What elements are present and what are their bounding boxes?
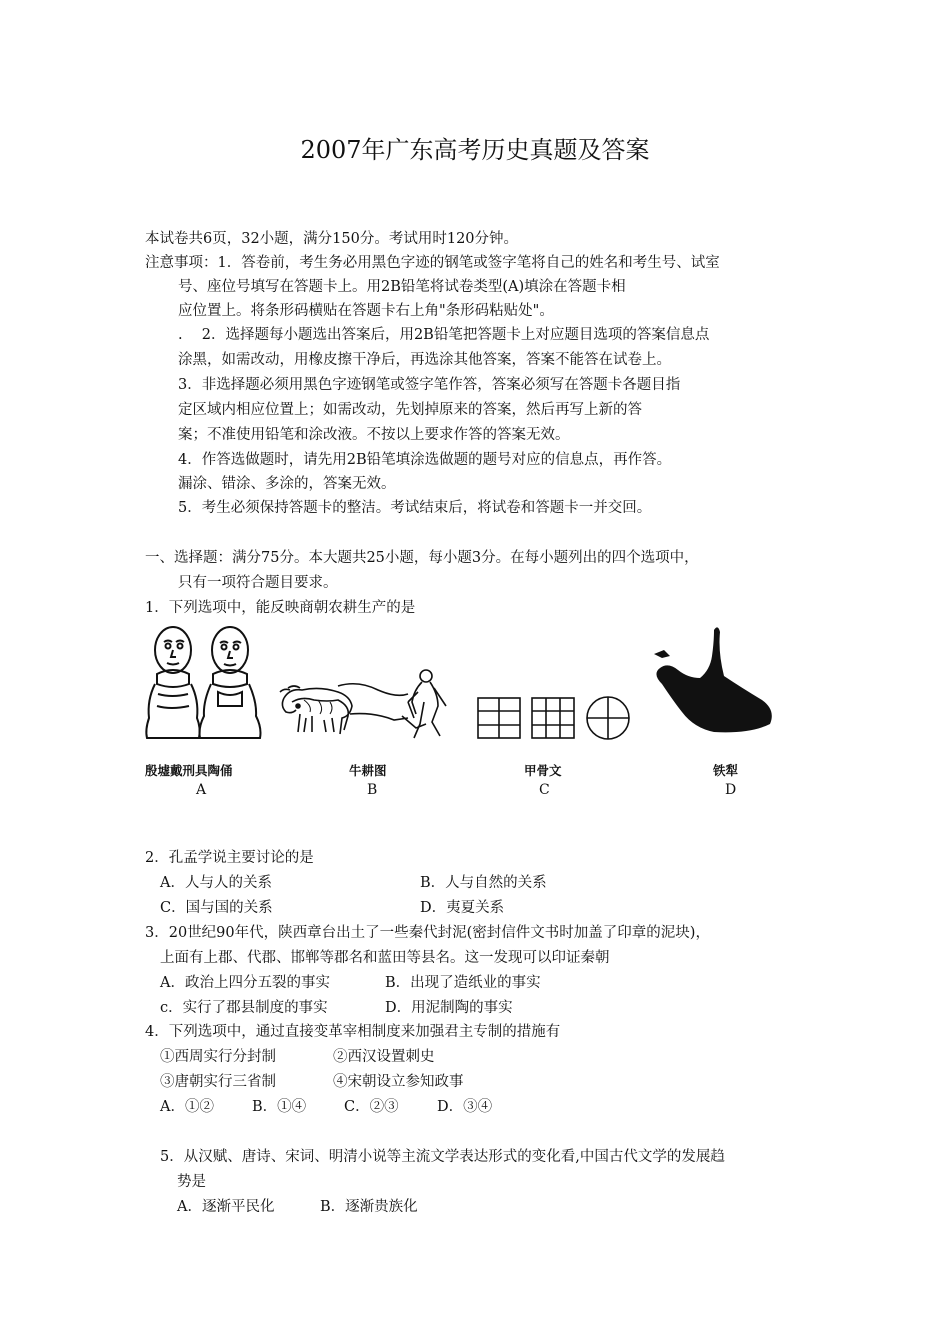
q3-stem-line-1: 3．20世纪90年代，陕西章台出土了一些秦代封泥(密封信件文书时加盖了印章的泥块)， [145,925,710,941]
figure-a-letter: A [196,782,207,798]
q4-option-c: C．②③ [344,1099,399,1115]
section-1-line-2: 只有一项符合题目要求。 [178,575,338,591]
figure-c-letter: C [539,782,550,798]
figure-b-letter: B [367,782,378,798]
q4-item-3: ③唐朝实行三省制 [160,1074,276,1090]
q3-option-c: c．实行了郡县制度的事实 [160,1000,328,1016]
q5-option-a: A．逐渐平民化 [177,1199,275,1215]
note-1-line-3: 应位置上。将条形码横贴在答题卡右上角"条形码粘贴处"。 [178,303,554,319]
q3-option-b: B．出现了造纸业的事实 [385,975,541,991]
note-1-line-2: 号、座位号填写在答题卡上。用2B铅笔将试卷类型(A)填涂在答题卡相 [178,279,626,295]
q3-option-d: D．用泥制陶的事实 [385,1000,513,1016]
q2-option-d: D．夷夏关系 [420,900,505,916]
q5-stem-line-2: 势是 [177,1174,206,1190]
q4-option-b: B．①④ [252,1099,307,1115]
q4-item-2: ②西汉设置刺史 [333,1049,435,1065]
q2-option-a: A．人与人的关系 [160,875,272,891]
note-2-line-2: 涂黑，如需改动，用橡皮擦干净后，再选涂其他答案，答案不能答在试卷上。 [178,352,671,368]
q2-stem: 2．孔孟学说主要讨论的是 [145,850,314,866]
q4-option-d: D．③④ [437,1099,493,1115]
q3-option-a: A．政治上四分五裂的事实 [160,975,330,991]
figure-d-letter: D [725,782,737,798]
intro-text: 本试卷共6页，32小题，满分150分。考试用时120分钟。 [145,231,519,247]
note-4-line-2: 漏涂、错涂、多涂的，答案无效。 [178,476,396,492]
note-3-line-1: 3．非选择题必须用黑色字迹钢笔或签字笔作答，答案必须写在答题卡各题目指 [178,377,681,393]
q4-option-a: A．①② [160,1099,214,1115]
q1-stem: 1．下列选项中，能反映商朝农耕生产的是 [145,600,416,616]
figure-c-caption: 甲骨文 [524,763,562,778]
page-title: 2007年广东高考历史真题及答案 [300,136,650,164]
note-1-line-1: 注意事项：1．答卷前，考生务必用黑色字迹的钢笔或签字笔将自己的姓名和考生号、试室 [145,255,720,271]
q2-option-c: C．国与国的关系 [160,900,273,916]
q3-stem-line-2: 上面有上郡、代郡、邯郸等郡名和蓝田等县名。这一发现可以印证秦朝 [160,950,610,966]
q4-stem: 4．下列选项中，通过直接变革宰相制度来加强君主专制的措施有 [145,1024,561,1040]
q4-item-1: ①西周实行分封制 [160,1049,276,1065]
figure-a-caption: 殷墟戴刑具陶俑 [145,763,233,778]
clay-figurines-image [140,622,270,744]
iron-plow-image [650,624,780,736]
note-3-line-3: 案；不准使用铅笔和涂改液。不按以上要求作答的答案无效。 [178,427,570,443]
section-1-line-1: 一、选择题：满分75分。本大题共25小题，每小题3分。在每小题列出的四个选项中， [145,550,699,566]
ox-plowing-image [278,662,456,744]
note-5-line-1: 5．考生必须保持答题卡的整洁。考试结束后，将试卷和答题卡一并交回。 [178,500,652,516]
q2-option-b: B．人与自然的关系 [420,875,547,891]
note-2-line-1: . 2．选择题每小题选出答案后，用2B铅笔把答题卡上对应题目选项的答案信息点 [178,327,710,343]
q5-stem-line-1: 5．从汉赋、唐诗、宋词、明清小说等主流文学表达形式的变化看,中国古代文学的发展趋 [160,1149,725,1165]
oracle-bone-glyphs-image [475,695,635,743]
q5-option-b: B．逐渐贵族化 [320,1199,418,1215]
q4-item-4: ④宋朝设立参知政事 [333,1074,464,1090]
figure-d-caption: 铁犁 [713,763,739,778]
note-3-line-2: 定区域内相应位置上；如需改动，先划掉原来的答案，然后再写上新的答 [178,402,642,418]
figure-b-caption: 牛耕图 [349,763,387,778]
note-4-line-1: 4．作答选做题时，请先用2B铅笔填涂选做题的题号对应的信息点，再作答。 [178,452,672,468]
